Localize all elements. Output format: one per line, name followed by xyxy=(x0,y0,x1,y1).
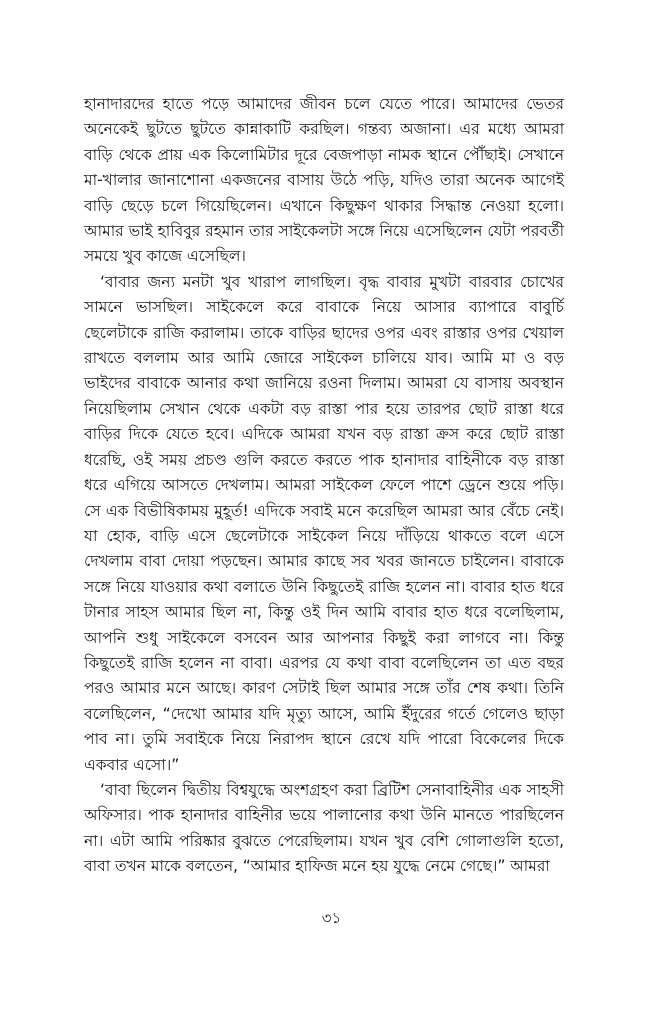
page-body xyxy=(84,92,564,880)
page-number: ৩১ xyxy=(321,909,342,927)
paragraph: হানাদারদের হাতে পড়ে আমাদের জীবন চলে যেতে পারে। আমাদের ভেতর অনেকেই ছুটতে ছুটতে কান্নাকাটি করছিল। গন্তব্য অজানা। এর মধ্যে আমরা বাড়ি থেকে প্রায় এক কিলোমিটার দূরে বেজপাড়া নামক স্থানে পৌঁছাই। সেখানে মা-খালার জানাশোনা একজনের বাসায় উঠে পড়ি, যদিও তারা অনেক আগেই বাড়ি ছেড়ে চলে গিয়েছিলেন। এখানে কিছুক্ষণ থাকার সিদ্ধান্ত নেওয়া হলো। আমার ভাই হাবিবুর রহমান তার সাইকেলটা সঙ্গে নিয়ে এসেছিলেন যেটা পরবর্তী সময়ে খুব কাজে এসেছিল। xyxy=(84,95,564,266)
paragraph: ‘বাবার জন্য মনটা খুব খারাপ লাগছিল। বৃদ্ধ বাবার মুখটা বারবার চোখের সামনে ভাসছিল। সাইকেলে করে বাবাকে নিয়ে আসার ব্যাপারে বাবুর্চি ছেলেটাকে রাজি করালাম। তাকে বাড়ির ছাদের ওপর এবং রাস্তার ওপর খেয়াল রাখতে বললাম আর আমি জোরে সাইকেল চালিয়ে যাব। আমি মা ও বড় ভাইদের বাবাকে আনার কথা জানিয়ে রওনা দিলাম। আমরা যে বাসায় অবস্থান নিয়েছিলাম সেখান থেকে একটা বড় রাস্তা পার হয়ে তারপর ছোট রাস্তা ধরে বাড়ির দিকে যেতে হবে। এদিকে আমরা যখন বড় রাস্তা ক্রস করে ছোট রাস্তা ধরেছি, ওই সময় প্রচণ্ড গুলি করতে করতে পাক হানাদার বাহিনীকে বড় রাস্তা ধরে এগিয়ে আসতে দেখলাম। আমরা সাইকেল ফেলে পাশে ড্রেনে শুয়ে পড়ি। সে এক বিভীষিকাময় মুহূর্ত! এদিকে সবাই মনে করেছিল আমরা আর বেঁচে নেই। যা হোক, বাড়ি এসে ছেলেটাকে সাইকেল নিয়ে দাঁড়িয়ে থাকতে বলে এসে দেখলাম বাবা দোয়া পড়ছেন। আমার কাছে সব খবর জানতে চাইলেন। বাবাকে সঙ্গে নিয়ে যাওয়ার কথা বলাতে উনি কিছুতেই রাজি হলেন না। বাবার হাত ধরে টানার সাহস আমার ছিল না, কিন্তু ওই দিন আমি বাবার হাত ধরে বলেছিলাম, আপনি শুধু সাইকেলে বসবেন আর আপনার কিছুই করা লাগবে না। কিন্তু কিছুতেই রাজি হলেন না বাবা। এরপর যে কথা বাবা বলেছিলেন তা এত বছর পরও আমার মনে আছে। কারণ সেটাই ছিল আমার সঙ্গে তাঁর শেষ কথা। তিনি বলেছিলেন, “দেখো আমার যদি মৃত্যু আসে, আমি ইঁদুরের গর্তে গেলেও ছাড়া পাব না। তুমি সবাইকে নিয়ে নিরাপদ স্থানে রেখে যদি পারো বিকেলের দিকে একবার এসো।” xyxy=(84,272,564,774)
paragraph: ‘বাবা ছিলেন দ্বিতীয় বিশ্বযুদ্ধে অংশগ্রহণ করা ব্রিটিশ সেনাবাহিনীর এক সাহসী অফিসার। পাক হানাদার বাহিনীর ভয়ে পালানোর কথা উনি মানতে পারছিলেন না। এটা আমি পরিষ্কার বুঝতে পেরেছিলাম। যখন খুব বেশি গোলাগুলি হতো, বাবা তখন মাকে বলতেন, “আমার হাফিজ মনে হয় যুদ্ধে নেমে গেছে।” আমরা xyxy=(84,780,564,876)
